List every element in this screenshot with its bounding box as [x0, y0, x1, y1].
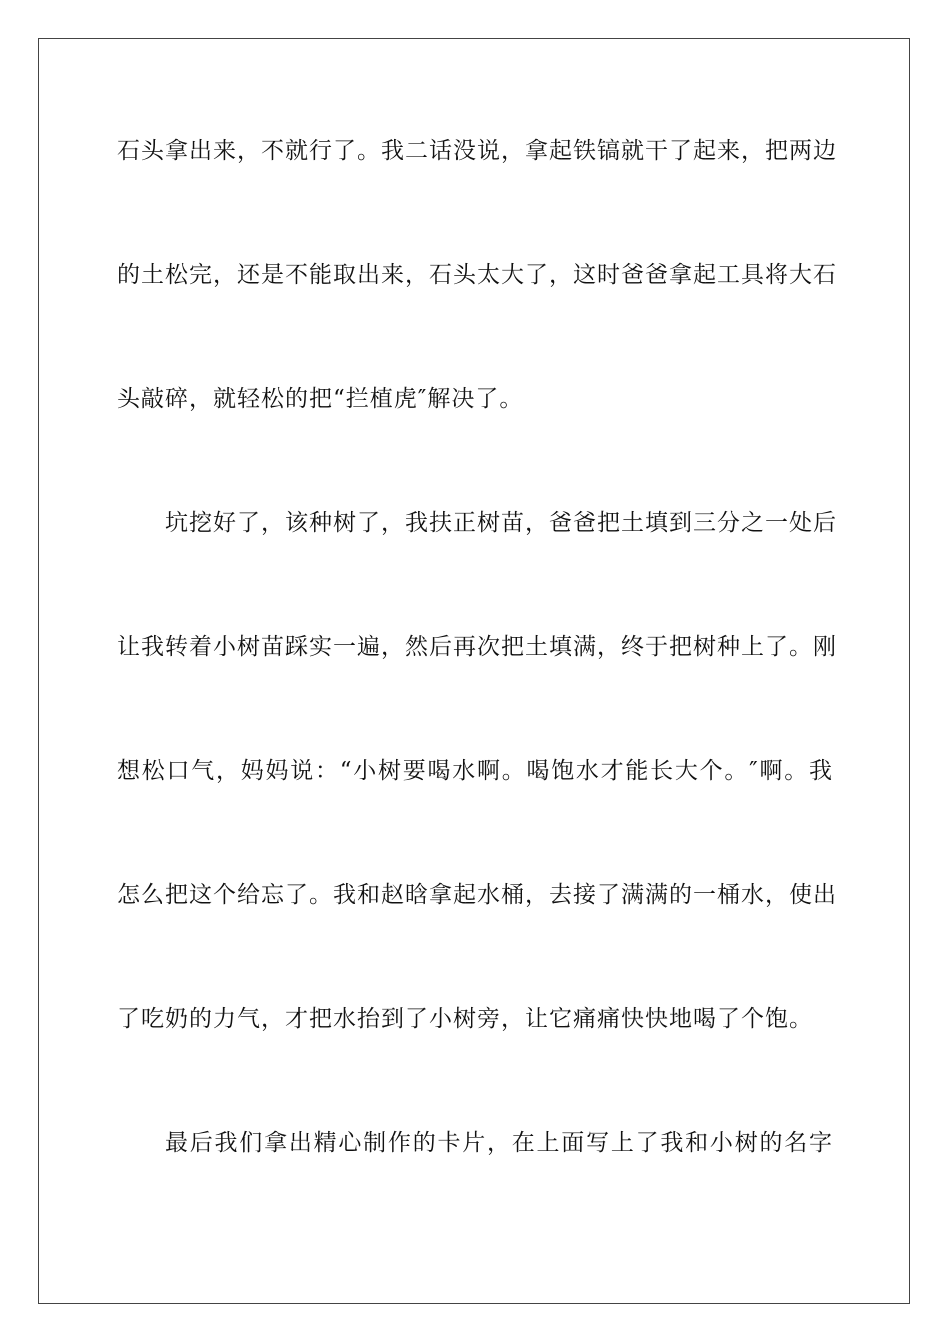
- paragraph-line-6: 想松口气，妈妈说：“小树要喝水啊。喝饱水才能长大个。″啊。我: [117, 758, 833, 784]
- paragraph-line-9: 最后我们拿出精心制作的卡片，在上面写上了我和小树的名字: [165, 1130, 833, 1156]
- paragraph-line-7: 怎么把这个给忘了。我和赵晗拿起水桶，去接了满满的一桶水，使出: [117, 882, 837, 908]
- paragraph-line-1: 石头拿出来，不就行了。我二话没说，拿起铁镐就干了起来，把两边: [117, 138, 837, 164]
- page-border: [38, 38, 910, 1304]
- paragraph-line-8: 了吃奶的力气，才把水抬到了小树旁，让它痛痛快快地喝了个饱。: [117, 1006, 813, 1032]
- paragraph-line-2: 的土松完，还是不能取出来，石头太大了，这时爸爸拿起工具将大石: [117, 262, 837, 288]
- paragraph-line-5: 让我转着小树苗踩实一遍，然后再次把土填满，终于把树种上了。刚: [117, 634, 837, 660]
- paragraph-line-3: 头敲碎，就轻松的把“拦植虎″解决了。: [117, 386, 524, 412]
- paragraph-line-4: 坑挖好了，该种树了，我扶正树苗，爸爸把土填到三分之一处后: [165, 510, 837, 536]
